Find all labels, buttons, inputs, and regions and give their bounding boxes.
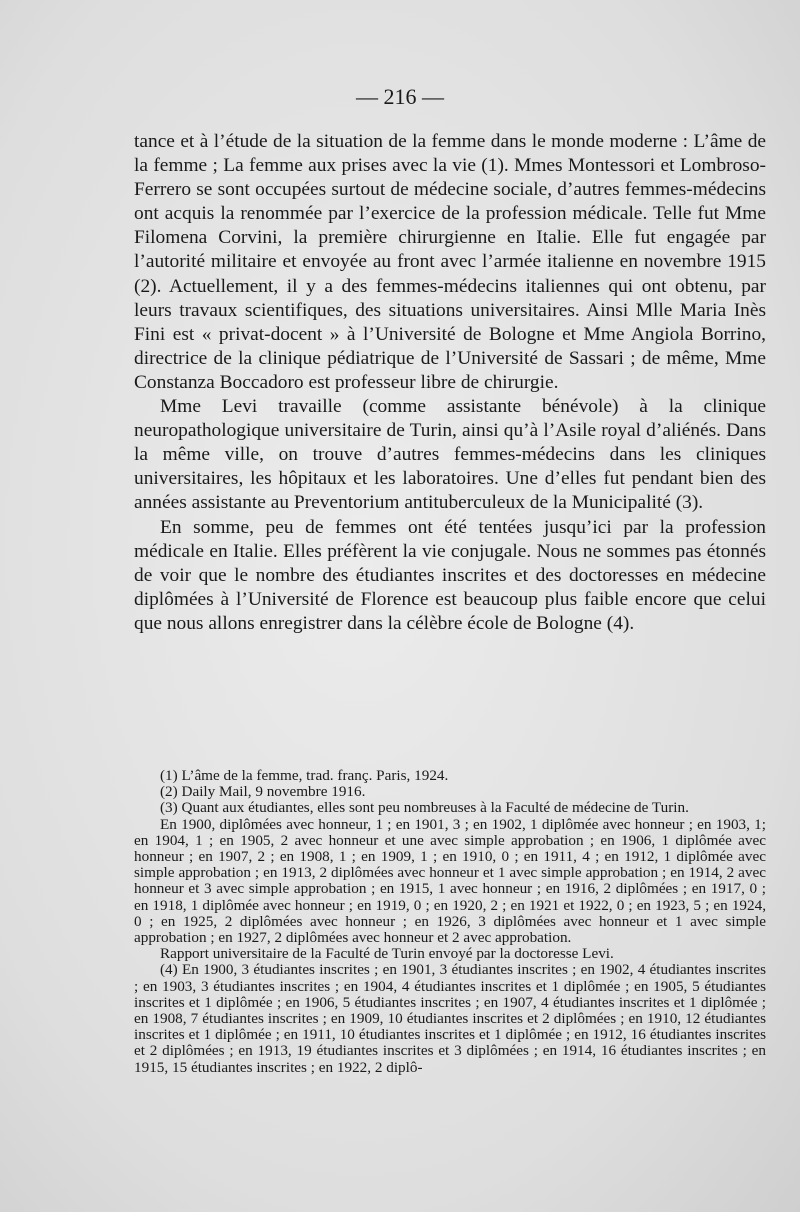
footnote: (1) L’âme de la femme, trad. franç. Paris, 1924. xyxy=(160,767,449,784)
paragraph: En somme, peu de femmes ont été tentées jusqu’ici par la profession médicale en Italie. Elles préfèrent la vie conjugale. Nous ne sommes pas étonnés de voir que le nombre des étudiantes inscrites et des doctoresses en médecine diplômées à l’Université de Florence est beaucoup plus faible encore que celui que nous allons enregistrer dans la célèbre école de Bologne (4). xyxy=(134,516,766,634)
paragraph: Mme Levi travaille (comme assistante bénévole) à la clinique neuropathologique universitaire de Turin, ainsi qu’à l’Asile royal d’aliénés. Dans la même ville, on trouve d’autres femmes-médecins dans les cliniques universitaires, les hôpitaux et les laboratoires. Une d’elles fut pendant bien des années assistante au Preventorium antituberculeux de la Municipalité (3). xyxy=(134,396,766,514)
page-number: — 216 — xyxy=(356,84,444,109)
footnote: Rapport universitaire de la Faculté de Turin envoyé par la doctoresse Levi. xyxy=(160,945,614,963)
footnote: (3) Quant aux étudiantes, elles sont peu nombreuses à la Faculté de médecine de Turin. xyxy=(160,799,689,817)
footnote: (2) Daily Mail, 9 novembre 1916. xyxy=(160,783,366,801)
main-text xyxy=(134,130,766,636)
footnotes xyxy=(134,768,766,1076)
footnote: En 1900, diplômées avec honneur, 1 ; en 1901, 3 ; en 1902, 1 diplômée avec honneur ; en 1903, 1; en 1904, 1 ; en 1905, 2 avec honneur et une avec simple approbation ; en 1906, 1 diplômée avec honneur ; en 1907, 2 ; en 1908, 1 ; en 1909, 1 ; en 1910, 0 ; en 1911, 4 ; en 1912, 1 diplômée avec simple approbation ; en 1913, 2 diplômées avec honneur et 1 avec simple approbation ; en 1914, 2 avec honneur et 3 avec simple approbation ; en 1915, 1 avec honneur ; en 1916, 2 diplômées ; en 1917, 0 ; en 1918, 1 diplômée avec honneur ; en 1919, 0 ; en 1920, 2 ; en 1921 et 1922, 0 ; en 1923, 5 ; en 1924, 0 ; en 1925, 2 diplômées avec honneur ; en 1926, 3 diplômées avec honneur et 1 avec simple approbation ; en 1927, 2 diplômées avec honneur et 2 avec approbation. xyxy=(134,815,766,947)
paragraph: tance et à l’étude de la situation de la femme dans le monde moderne : L’âme de la femme ; La femme aux prises avec la vie (1). Mmes Montessori et Lombroso-Ferrero se sont occupées surtout de médecine sociale, d’autres femmes-médecins ont acquis la renommée par l’exercice de la profession médicale. Telle fut Mme Filomena Corvini, la première chirurgienne en Italie. Elle fut engagée par l’autorité militaire et envoyée au front avec l’armée italienne en novembre 1915 (2). Actuellement, il y a des femmes-médecins italiennes qui ont obtenu, par leurs travaux scientifiques, des situations universitaires. Ainsi Mlle Maria Inès Fini est « privat-docent » à l’Université de Bologne et Mme Angiola Borrino, directrice de la clinique pédiatrique de l’Université de Sassari ; de même, Mme Constanza Boccadoro est professeur libre de chirurgie. xyxy=(134,131,766,393)
footnote: (4) En 1900, 3 étudiantes inscrites ; en 1901, 3 étudiantes inscrites ; en 1902, 4 étudiantes inscrites ; en 1903, 3 étudiantes inscrites ; en 1904, 4 étudiantes inscrites et 1 diplômée ; en 1905, 5 étudiantes inscrites et 1 diplômée ; en 1906, 5 étudiantes inscrites ; en 1907, 4 étudiantes inscrites et 1 diplômée ; en 1908, 7 étudiantes inscrites ; en 1909, 10 étudiantes inscrites et 2 diplômées ; en 1910, 12 étudiantes inscrites et 1 diplômée ; en 1911, 10 étudiantes inscrites et 1 diplômée ; en 1912, 16 étudiantes inscrites et 2 diplômées ; en 1913, 19 étudiantes inscrites et 3 diplômées ; en 1914, 16 étudiantes inscrites ; en 1915, 15 étudiantes inscrites ; en 1922, 2 diplô- xyxy=(134,961,766,1076)
